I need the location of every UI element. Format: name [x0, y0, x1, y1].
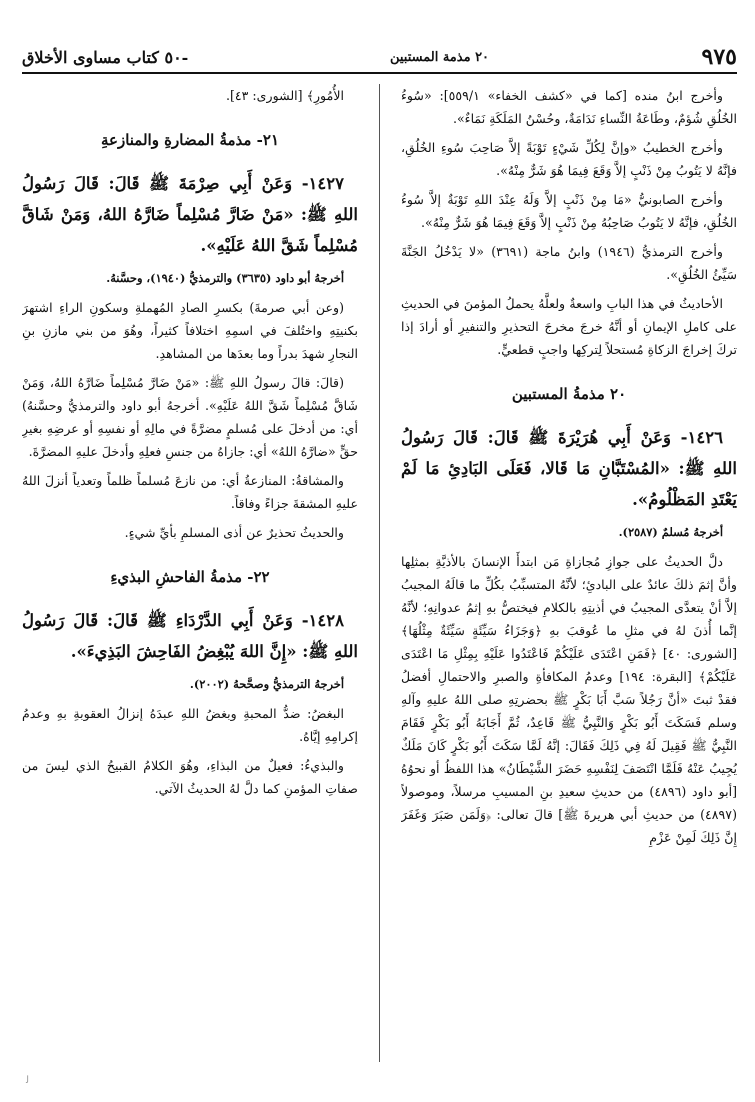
- hadith-text: ١٤٢٦- وَعَنْ أَبِي هُرَيْرَةَ ﷺ قَالَ: قَالَ رَسُولُ اللهِ ﷺ: «المُسْتَبَّانِ مَا قَالا، فَعَلَى البَادِئِ مَا لَمْ يَعْتَدِ المَظْلُومُ».: [401, 428, 737, 509]
- paragraph: الأحاديثُ في هذا البابِ واسعةٌ ولعلَّهُ يحملُ المؤمنَ في الحديثِ على كاملِ الإيمانِ أو أنَّهُ خرجَ مخرجَ التحذيرِ والتنفيرِ أو أرادَ إذا تركَ إخراجَ الزكاةِ مُستحلاً لِتركِها واجبٍ قطعيٍّ.: [401, 296, 737, 357]
- hadith-source: أخرجهُ مُسلمٌ (٢٥٨٧).: [618, 525, 723, 539]
- book-page: [22, 42, 737, 1092]
- hadith-source: أخرجهُ أبو داود (٣٦٣٥) والترمذيُّ (١٩٤٠)، وحسَّنهُ.: [106, 271, 344, 285]
- section-title: ٢٠ مذمةُ المستبين: [511, 385, 627, 403]
- column-divider: [379, 84, 380, 1062]
- section-title: ٢١- مذمةُ المضارةِ والمنازعةِ: [100, 131, 280, 149]
- page-header: [22, 42, 737, 74]
- running-title: ٢٠ مذمة المستبين: [389, 49, 490, 65]
- hadith-text: ١٤٢٧- وَعَنْ أَبِي صِرْمَةَ ﷺ قَالَ: قَالَ رَسُولُ اللهِ ﷺ: «مَنْ ضَارَّ مُسْلِماً ضَارَّهُ اللهُ، وَمَنْ شَاقَّ مُسْلِماً شَقَّ اللهُ عَلَيْهِ».: [22, 174, 358, 255]
- paragraph: وأخرج الخطيبُ «وإنَّ لِكُلِّ شَيْءٍ تَوْبَةً إلاَّ صَاحِبَ سُوءِ الخُلُقِ، فإنَّهُ لا يَتُوبُ مِنْ ذَنْبٍ إلاَّ وَقَعَ فِيمَا هُوَ شَرٌّ مِنْهُ».: [401, 140, 737, 178]
- paragraph: (وعن أبي صرمةَ) بكسرِ الصادِ المُهملةِ وسكونِ الراءِ اشتهرَ بكنيتِهِ واختُلفَ في اسمِهِ اختلافاً كثيراً، وهُوَ من بني مازنِ بنِ النجارِ شهدَ بدراً وما بعدَها من المشاهدِ.: [22, 300, 358, 361]
- hadith-text: ١٤٢٨- وَعَنْ أَبِي الدَّرْدَاءِ ﷺ قَالَ: قَالَ رَسُولُ اللهِ ﷺ: «إِنَّ اللهَ يُبْغِضُ الفَاحِشَ البَذِيءَ».: [22, 611, 358, 661]
- hadith-source: أخرجهُ الترمذيُّ وصحَّحهُ (٢٠٠٢).: [189, 677, 344, 691]
- paragraph: والحديثُ تحذيرٌ عن أذى المسلمِ بأيِّ شيءٍ.: [124, 525, 344, 540]
- paragraph: والبذيءُ: فعيلٌ من البذاءِ، وهُوَ الكلامُ القبيحُ الذي ليسَ من صفاتِ المؤمنِ كما دلَّ لهُ الحديثُ الآتي.: [22, 758, 358, 796]
- paragraph: وأخرج ابنُ منده [كما في «كشف الخفاء» ٥٥٩/١]: «سُوءُ الخُلُقِ شُؤمٌ، وطَاعَةُ النِّساءِ نَدَامَةٌ، وحُسْنُ المَلَكَةِ نَمَاءٌ».: [401, 88, 737, 126]
- continued-line: الأُمُورِ﴾ [الشورى: ٤٣].: [225, 88, 344, 103]
- paragraph: والمشاقةُ: المنازعةُ أي: من نازعَ مُسلماً ظلماً وتعدياً أنزلَ اللهُ عليهِ المشقةَ جزاءً وفاقاً.: [22, 473, 358, 511]
- paragraph: وأخرج الصابونيُّ «مَا مِنْ ذَنْبٍ إلاَّ وَلَهُ عِنْدَ اللهِ تَوْبَةٌ إلاَّ سُوءُ الخُلُقِ، فإنَّهُ لا يَتُوبُ صَاحِبُهُ مِنْ ذَنْبٍ إلاَّ وَقَعَ فِيمَا هُوَ شَرٌّ مِنْهُ».: [401, 192, 737, 230]
- corner-mark: ﻟ: [26, 1075, 30, 1086]
- page-number: ٩٧٥: [701, 44, 737, 70]
- left-column: [22, 84, 358, 1092]
- right-column: [401, 84, 737, 1092]
- paragraph: البغضُ: ضدُّ المحبةِ وبغضُ اللهِ عبدَهُ إنزالُ العقوبةِ بهِ وعدمُ إكرامِهِ إيَّاهُ.: [22, 706, 358, 744]
- paragraph: وأخرج الترمذيُّ (١٩٤٦) وابنُ ماجة (٣٦٩١) «لا يَدْخُلُ الجَنَّةَ سَيِّئُ الخُلُقِ».: [401, 244, 737, 282]
- book-title: -٥٠ كتاب مساوى الأخلاق: [22, 47, 189, 67]
- paragraph: (قالَ: قالَ رسولُ اللهِ ﷺ: «مَنْ ضَارَّ مُسْلِماً ضَارَّهُ اللهُ، وَمَنْ شَاقَّ مُسْلِماً شَقَّ اللهُ عَلَيْهِ». أخرجهُ أبو داود والترمذيُّ وحسَّنهُ) أي: من أدخلَ على مُسلمٍ مضرَّةً في مالِهِ أو نفسِهِ أو عرضِهِ بغيرِ حقٍّ «ضارَّهُ اللهُ» أي: جازاهُ من جنسِ فعلِهِ وأدخلَ عليهِ المضرَّةَ.: [22, 375, 358, 459]
- section-title: ٢٢- مذمةُ الفاحشِ البذيءِ: [110, 568, 270, 586]
- paragraph: دلَّ الحديثُ على جوازِ مُجازاةِ مَن ابتدأَ الإنسانَ بالأذيَّةِ بمثلِها وأنَّ إثمَ ذلكَ عائدٌ على البادئِ؛ لأنَّهُ المتسبِّبُ بكُلِّ ما قالَهُ المجيبُ إلاَّ أنْ يتعدَّى المجيبُ في أذيتِهِ بالكلامِ فيختصُّ بهِ إثمُ عدوانِهِ؛ لأنَّهُ إنَّما أُذنَ لهُ في مثلِ ما عُوقبَ بهِ ﴿وَجَزَاءُ سَيِّئَةٍ سَيِّئَةٌ مِثْلُهَا﴾ [الشورى: ٤٠] ﴿فَمَنِ اعْتَدَى عَلَيْكُمْ فَاعْتَدُوا عَلَيْهِ بِمِثْلِ مَا اعْتَدَى عَلَيْكُمْ﴾ [البقرة: ١٩٤] وعدمُ المكافأةِ والصبرِ والاحتمالِ أفضلُ فقدْ ثبتَ «أنَّ رَجُلاً سَبَّ أَبَا بَكْرٍ ﷺ بحضرتِهِ صلى اللهُ عليهِ وآلهِ وسلم فَسَكَتَ أَبُو بَكْرٍ وَالنَّبِيُّ ﷺ قَاعِدٌ، ثُمَّ أَجَابَهُ أَبُو بَكْرٍ فَقَامَ النَّبِيُّ ﷺ فَقِيلَ لَهُ فِي ذَلِكَ فَقَالَ: إنَّهُ لَمَّا سَكَتَ أَبُو بَكْرٍ كَانَ مَلَكٌ يُجِيبُ عَنْهُ فَلَمَّا انْتَصَفَ لِنَفْسِهِ حَضَرَ الشَّيْطَانُ» هذا اللفظُ أو نحوُهُ [أبو داود (٤٨٩٦) من حديثِ سعيدِ بنِ المسيبِ مرسلاً، وموصولاً (٤٨٩٧) من حديثِ أبي هريرةَ ﷺ] قالَ تعالى: ﴿وَلَمَن صَبَرَ وَغَفَرَ إِنَّ ذَلِكَ لَمِنْ عَزْمِ: [401, 554, 737, 845]
